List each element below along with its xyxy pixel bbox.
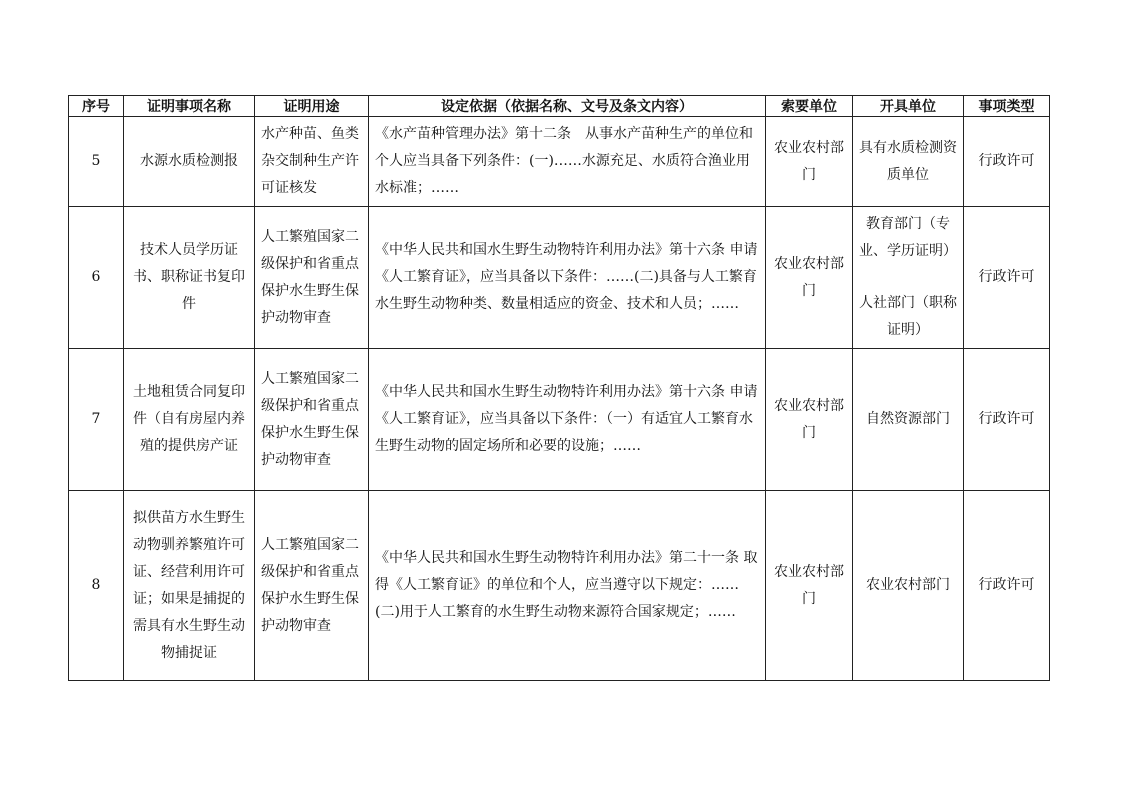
issuing-unit-line: 教育部门（专业、学历证明） (859, 216, 957, 259)
row-issuing-unit (853, 349, 964, 491)
row-issuing-unit (853, 117, 964, 207)
header-seq: 序号 (69, 96, 124, 117)
header-issuing-unit: 开具单位 (853, 96, 964, 117)
table-row (69, 207, 1050, 349)
row-basis: 《水产苗种管理办法》第十二条 从事水产苗种生产的单位和个人应当具备下列条件：(一)……水源充足、水质符合渔业用水标准；…… (369, 117, 766, 207)
issuing-unit-line: 农业农村部门 (866, 577, 950, 593)
row-requesting-unit: 农业农村部门 (766, 349, 853, 491)
header-basis: 设定依据（依据名称、文号及条文内容） (369, 96, 766, 117)
row-seq: 8 (69, 491, 124, 681)
row-requesting-unit: 农业农村部门 (766, 117, 853, 207)
table-row (69, 349, 1050, 491)
row-item-name: 水源水质检测报 (124, 117, 255, 207)
header-requesting-unit: 索要单位 (766, 96, 853, 117)
row-item-name: 技术人员学历证书、职称证书复印件 (124, 207, 255, 349)
row-item-type: 行政许可 (964, 207, 1050, 349)
row-issuing-unit (853, 207, 964, 349)
header-purpose: 证明用途 (255, 96, 369, 117)
document-page (68, 95, 1050, 681)
row-item-type: 行政许可 (964, 349, 1050, 491)
row-basis: 《中华人民共和国水生野生动物特许利用办法》第二十一条 取得《人工繁育证》的单位和个人，应当遵守以下规定：……(二)用于人工繁育的水生野生动物来源符合国家规定；…… (369, 491, 766, 681)
row-basis: 《中华人民共和国水生野生动物特许利用办法》第十六条 申请《人工繁育证》，应当具备以下条件：（一）有适宜人工繁育水生野生动物的固定场所和必要的设施；…… (369, 349, 766, 491)
table-row (69, 491, 1050, 681)
row-purpose: 人工繁殖国家二级保护和省重点保护水生野生保护动物审查 (255, 349, 369, 491)
row-requesting-unit: 农业农村部门 (766, 207, 853, 349)
row-requesting-unit: 农业农村部门 (766, 491, 853, 681)
row-seq: 6 (69, 207, 124, 349)
header-item-name: 证明事项名称 (124, 96, 255, 117)
issuing-unit-spacer (859, 265, 957, 290)
table-header-row (69, 96, 1050, 117)
row-purpose: 人工繁殖国家二级保护和省重点保护水生野生保护动物审查 (255, 491, 369, 681)
issuing-unit-line: 自然资源部门 (866, 411, 950, 427)
row-basis: 《中华人民共和国水生野生动物特许利用办法》第十六条 申请《人工繁育证》，应当具备以下条件：……(二)具备与人工繁育水生野生动物种类、数量相适应的资金、技术和人员；…… (369, 207, 766, 349)
header-item-type: 事项类型 (964, 96, 1050, 117)
issuing-unit-line: 具有水质检测资质单位 (859, 139, 957, 183)
row-purpose: 人工繁殖国家二级保护和省重点保护水生野生保护动物审查 (255, 207, 369, 349)
row-item-name: 拟供苗方水生野生动物驯养繁殖许可证、经营利用许可证；如果是捕捉的需具有水生野生动物捕捉证 (124, 491, 255, 681)
row-item-name: 土地租赁合同复印件（自有房屋内养殖的提供房产证 (124, 349, 255, 491)
issuing-unit-line: 人社部门（职称证明） (859, 295, 957, 338)
row-issuing-unit (853, 491, 964, 681)
row-purpose: 水产种苗、鱼类杂交制种生产许可证核发 (255, 117, 369, 207)
certification-items-table (68, 95, 1050, 681)
row-seq: 7 (69, 349, 124, 491)
row-item-type: 行政许可 (964, 491, 1050, 681)
row-seq: 5 (69, 117, 124, 207)
row-item-type: 行政许可 (964, 117, 1050, 207)
table-row (69, 117, 1050, 207)
